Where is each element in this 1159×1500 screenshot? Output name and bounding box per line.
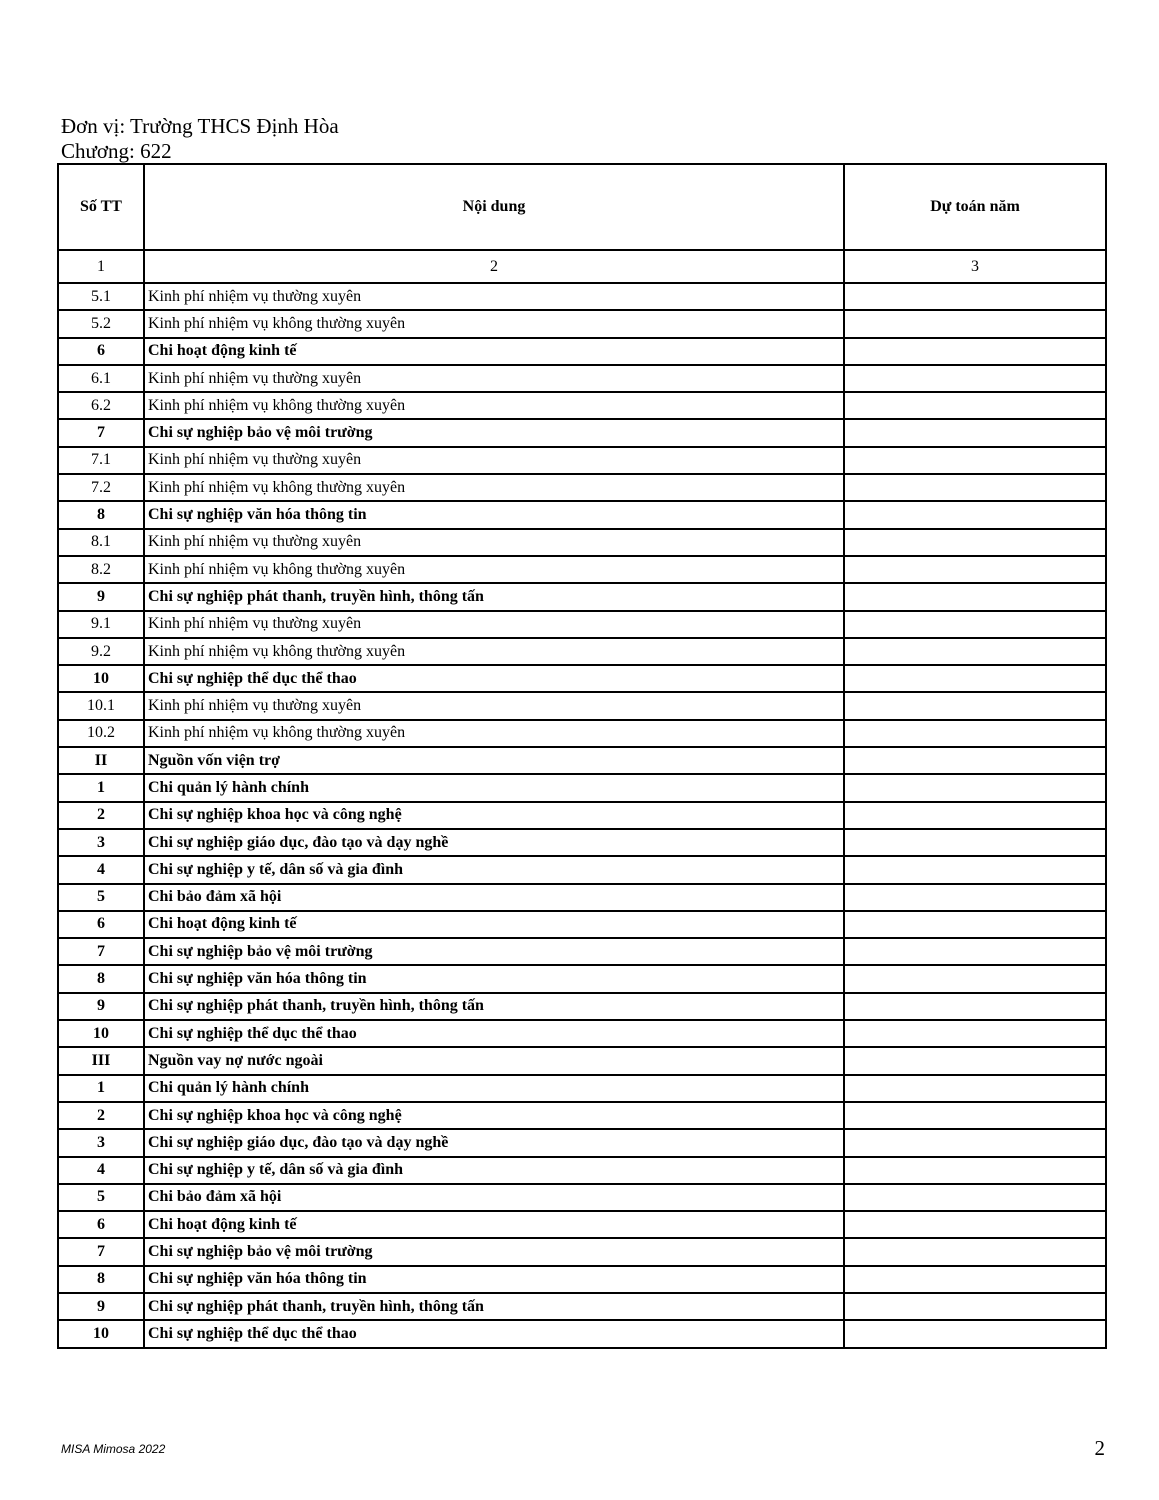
row-number: 10	[58, 1320, 144, 1347]
table-row	[58, 611, 1106, 638]
row-number: 9.1	[58, 611, 144, 638]
column-index-row	[58, 250, 1106, 283]
column-header-no: Số TT	[58, 164, 144, 250]
row-content: Kinh phí nhiệm vụ thường xuyên	[144, 692, 844, 719]
row-number: 9	[58, 1293, 144, 1320]
row-content: Chi sự nghiệp bảo vệ môi trường	[144, 1238, 844, 1265]
row-content: Chi sự nghiệp văn hóa thông tin	[144, 501, 844, 528]
row-number: 8	[58, 965, 144, 992]
row-number: 5	[58, 884, 144, 911]
table-row	[58, 1293, 1106, 1320]
row-content: Kinh phí nhiệm vụ thường xuyên	[144, 529, 844, 556]
row-amount	[844, 447, 1106, 474]
row-amount	[844, 774, 1106, 801]
row-number: 10.1	[58, 692, 144, 719]
row-content: Chi sự nghiệp y tế, dân số và gia đình	[144, 856, 844, 883]
row-number: III	[58, 1047, 144, 1074]
row-number: 6	[58, 1211, 144, 1238]
row-content: Chi sự nghiệp phát thanh, truyền hình, thông tấn	[144, 993, 844, 1020]
row-number: 7.1	[58, 447, 144, 474]
row-amount	[844, 856, 1106, 883]
row-number: 2	[58, 1102, 144, 1129]
table-row	[58, 665, 1106, 692]
row-number: 6.2	[58, 392, 144, 419]
table-row	[58, 856, 1106, 883]
row-amount	[844, 556, 1106, 583]
table-row	[58, 1102, 1106, 1129]
row-amount	[844, 310, 1106, 337]
row-amount	[844, 720, 1106, 747]
row-number: 7.2	[58, 474, 144, 501]
row-amount	[844, 829, 1106, 856]
row-amount	[844, 1238, 1106, 1265]
row-amount	[844, 501, 1106, 528]
row-content: Chi sự nghiệp giáo dục, đào tạo và dạy nghề	[144, 1129, 844, 1156]
table-row	[58, 1238, 1106, 1265]
row-amount	[844, 583, 1106, 610]
row-amount	[844, 283, 1106, 310]
row-number: 9	[58, 583, 144, 610]
chapter-label: Chương: 622	[61, 139, 172, 163]
row-content: Chi sự nghiệp bảo vệ môi trường	[144, 938, 844, 965]
row-content: Kinh phí nhiệm vụ không thường xuyên	[144, 720, 844, 747]
row-number: 2	[58, 802, 144, 829]
row-amount	[844, 1293, 1106, 1320]
table-row	[58, 474, 1106, 501]
row-content: Chi sự nghiệp văn hóa thông tin	[144, 1266, 844, 1293]
table-row	[58, 556, 1106, 583]
table-row	[58, 965, 1106, 992]
row-amount	[844, 802, 1106, 829]
table-row	[58, 747, 1106, 774]
row-content: Kinh phí nhiệm vụ thường xuyên	[144, 447, 844, 474]
row-amount	[844, 965, 1106, 992]
row-content: Chi sự nghiệp bảo vệ môi trường	[144, 419, 844, 446]
row-amount	[844, 1047, 1106, 1074]
table-row	[58, 720, 1106, 747]
row-number: 5	[58, 1184, 144, 1211]
row-number: 7	[58, 1238, 144, 1265]
row-content: Kinh phí nhiệm vụ không thường xuyên	[144, 310, 844, 337]
row-content: Chi sự nghiệp khoa học và công nghệ	[144, 1102, 844, 1129]
table-header-row	[58, 164, 1106, 250]
table-row	[58, 1184, 1106, 1211]
row-content: Kinh phí nhiệm vụ không thường xuyên	[144, 392, 844, 419]
row-content: Nguồn vay nợ nước ngoài	[144, 1047, 844, 1074]
row-content: Chi sự nghiệp phát thanh, truyền hình, thông tấn	[144, 1293, 844, 1320]
row-content: Chi sự nghiệp văn hóa thông tin	[144, 965, 844, 992]
row-content: Chi sự nghiệp giáo dục, đào tạo và dạy nghề	[144, 829, 844, 856]
table-row	[58, 338, 1106, 365]
row-amount	[844, 747, 1106, 774]
row-amount	[844, 1211, 1106, 1238]
row-amount	[844, 911, 1106, 938]
row-content: Kinh phí nhiệm vụ không thường xuyên	[144, 474, 844, 501]
row-amount	[844, 638, 1106, 665]
row-content: Chi sự nghiệp y tế, dân số và gia đình	[144, 1157, 844, 1184]
row-number: 10	[58, 1020, 144, 1047]
column-header-content: Nội dung	[144, 164, 844, 250]
row-content: Chi sự nghiệp phát thanh, truyền hình, thông tấn	[144, 583, 844, 610]
table-row	[58, 911, 1106, 938]
row-amount	[844, 529, 1106, 556]
row-number: 1	[58, 1075, 144, 1102]
table-row	[58, 583, 1106, 610]
table-row	[58, 1075, 1106, 1102]
table-row	[58, 1266, 1106, 1293]
row-amount	[844, 1075, 1106, 1102]
row-number: 6.1	[58, 365, 144, 392]
table-row	[58, 365, 1106, 392]
row-content: Kinh phí nhiệm vụ không thường xuyên	[144, 556, 844, 583]
column-header-amount: Dự toán năm	[844, 164, 1106, 250]
table-row	[58, 1047, 1106, 1074]
row-number: II	[58, 747, 144, 774]
row-content: Chi hoạt động kinh tế	[144, 911, 844, 938]
table-row	[58, 1211, 1106, 1238]
row-content: Kinh phí nhiệm vụ thường xuyên	[144, 283, 844, 310]
row-number: 3	[58, 829, 144, 856]
row-amount	[844, 884, 1106, 911]
row-content: Kinh phí nhiệm vụ không thường xuyên	[144, 638, 844, 665]
page-number: 2	[1094, 1436, 1105, 1460]
table-row	[58, 692, 1106, 719]
row-content: Kinh phí nhiệm vụ thường xuyên	[144, 611, 844, 638]
table-row	[58, 638, 1106, 665]
table-row	[58, 884, 1106, 911]
row-amount	[844, 665, 1106, 692]
row-content: Chi sự nghiệp khoa học và công nghệ	[144, 802, 844, 829]
row-amount	[844, 1184, 1106, 1211]
row-content: Chi hoạt động kinh tế	[144, 1211, 844, 1238]
row-number: 6	[58, 911, 144, 938]
row-content: Nguồn vốn viện trợ	[144, 747, 844, 774]
row-number: 4	[58, 856, 144, 883]
row-amount	[844, 365, 1106, 392]
table-row	[58, 829, 1106, 856]
column-index-2: 2	[144, 250, 844, 283]
budget-table	[57, 163, 1107, 1349]
row-number: 1	[58, 774, 144, 801]
row-number: 5.2	[58, 310, 144, 337]
row-content: Chi sự nghiệp thể dục thể thao	[144, 665, 844, 692]
table-row	[58, 310, 1106, 337]
row-number: 9.2	[58, 638, 144, 665]
table-row	[58, 774, 1106, 801]
table-row	[58, 501, 1106, 528]
row-content: Chi quản lý hành chính	[144, 774, 844, 801]
table-row	[58, 1320, 1106, 1347]
table-row	[58, 392, 1106, 419]
row-number: 8.2	[58, 556, 144, 583]
row-number: 6	[58, 338, 144, 365]
row-content: Chi sự nghiệp thể dục thể thao	[144, 1320, 844, 1347]
row-content: Chi sự nghiệp thể dục thể thao	[144, 1020, 844, 1047]
row-amount	[844, 1020, 1106, 1047]
row-amount	[844, 419, 1106, 446]
row-number: 9	[58, 993, 144, 1020]
table-row	[58, 993, 1106, 1020]
table-row	[58, 283, 1106, 310]
table-row	[58, 419, 1106, 446]
table-row	[58, 802, 1106, 829]
table-row	[58, 938, 1106, 965]
row-number: 8	[58, 501, 144, 528]
row-amount	[844, 1129, 1106, 1156]
row-amount	[844, 1320, 1106, 1347]
software-footer: MISA Mimosa 2022	[61, 1442, 166, 1456]
row-number: 10.2	[58, 720, 144, 747]
row-content: Chi hoạt động kinh tế	[144, 338, 844, 365]
row-number: 8	[58, 1266, 144, 1293]
table-row	[58, 447, 1106, 474]
row-number: 10	[58, 665, 144, 692]
row-number: 7	[58, 938, 144, 965]
row-amount	[844, 993, 1106, 1020]
row-content: Chi bảo đảm xã hội	[144, 884, 844, 911]
row-number: 8.1	[58, 529, 144, 556]
row-number: 4	[58, 1157, 144, 1184]
table-row	[58, 1020, 1106, 1047]
row-content: Chi quản lý hành chính	[144, 1075, 844, 1102]
row-number: 7	[58, 419, 144, 446]
row-amount	[844, 1266, 1106, 1293]
column-index-3: 3	[844, 250, 1106, 283]
column-index-1: 1	[58, 250, 144, 283]
row-amount	[844, 1102, 1106, 1129]
row-amount	[844, 692, 1106, 719]
table-row	[58, 1157, 1106, 1184]
row-amount	[844, 611, 1106, 638]
row-number: 5.1	[58, 283, 144, 310]
row-amount	[844, 392, 1106, 419]
row-amount	[844, 1157, 1106, 1184]
row-content: Chi bảo đảm xã hội	[144, 1184, 844, 1211]
row-amount	[844, 338, 1106, 365]
table-row	[58, 1129, 1106, 1156]
table-row	[58, 529, 1106, 556]
row-amount	[844, 474, 1106, 501]
unit-label: Đơn vị: Trường THCS Định Hòa	[61, 114, 339, 138]
row-number: 3	[58, 1129, 144, 1156]
row-amount	[844, 938, 1106, 965]
row-content: Kinh phí nhiệm vụ thường xuyên	[144, 365, 844, 392]
